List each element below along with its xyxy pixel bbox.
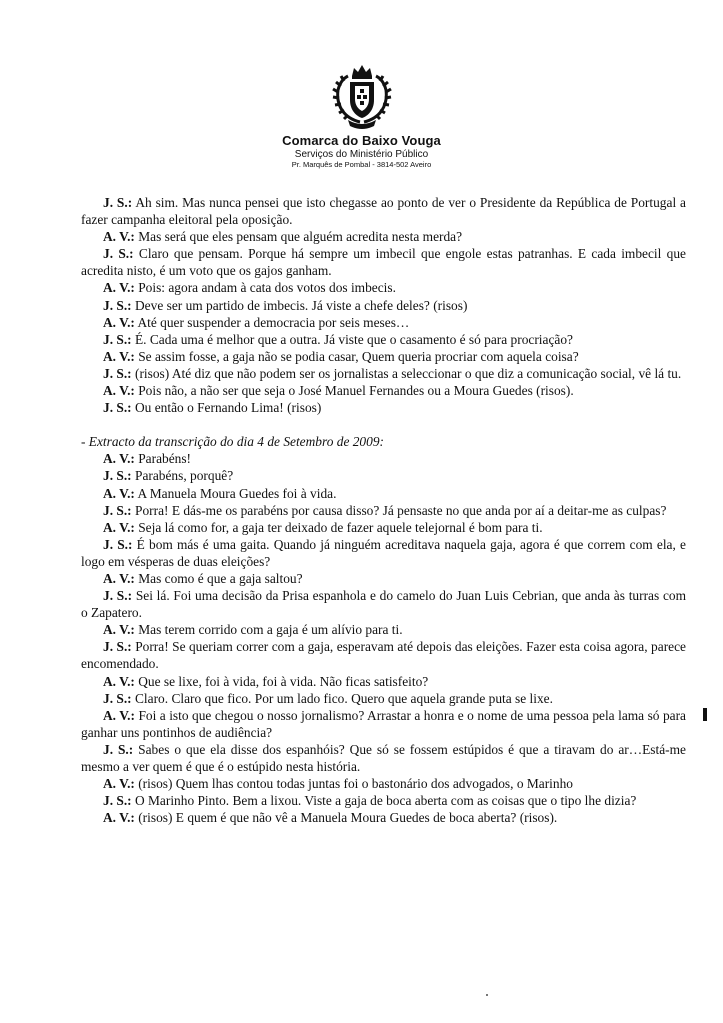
transcript-line [81, 382, 686, 399]
utterance-text: Porra! E dás-me os parabéns por causa disso? Já pensaste no que anda por aí a deitar-me as culpas? [131, 502, 667, 518]
transcript-line [81, 450, 686, 467]
utterance-text: Porra! Se queriam correr com a gaja, esperavam até depois das eleições. Fazer esta coisa agora, parece encomendado. [81, 639, 686, 672]
coat-of-arms-icon [330, 62, 394, 130]
transcript-line [81, 365, 686, 382]
utterance-text: Deve ser um partido de imbecis. Já viste a chefe deles? (risos) [131, 297, 468, 313]
transcript-block-a [81, 194, 686, 416]
transcript-line [81, 399, 686, 416]
utterance-text: Pois não, a não ser que seja o José Manuel Fernandes ou a Moura Guedes (risos). [134, 383, 574, 399]
speaker-label: A. V.: [103, 570, 135, 586]
speaker-label: J. S.: [103, 365, 132, 381]
utterance-text: Claro que pensam. Porque há sempre um imbecil que engole estas patranhas. E cada imbecil que acredita nisto, é um voto que os gajos ganham. [81, 246, 686, 279]
transcript-line [81, 467, 686, 484]
utterance-text: O Marinho Pinto. Bem a lixou. Viste a gaja de boca aberta com as coisas que o tipo lhe dizia? [131, 793, 637, 809]
transcript-line [81, 279, 686, 296]
transcript-line [81, 245, 686, 279]
utterance-text: Ah sim. Mas nunca pensei que isto chegasse ao ponto de ver o Presidente da República de Portugal a fazer campanha eleitoral pela oposição. [81, 195, 686, 228]
utterance-text: (risos) Quem lhas contou todas juntas foi o bastonário dos advogados, o Marinho [134, 776, 573, 792]
utterance-text: Se assim fosse, a gaja não se podia casar, Quem queria procriar com aquela coisa? [134, 348, 579, 364]
letterhead [0, 62, 723, 169]
margin-mark [703, 708, 707, 721]
speaker-label: J. S.: [103, 195, 133, 210]
transcript-line [81, 792, 686, 809]
transcript-line [81, 314, 686, 331]
speaker-label: J. S.: [103, 690, 132, 706]
transcript-line [81, 536, 686, 570]
transcript-line [81, 519, 686, 536]
transcript-line [81, 228, 686, 245]
utterance-text: Mas terem corrido com a gaja é um alívio para ti. [134, 622, 403, 638]
speaker-label: A. V.: [103, 314, 135, 330]
utterance-text: Seja lá como for, a gaja ter deixado de fazer aquele telejornal é bom para ti. [134, 519, 543, 535]
transcript-line [81, 587, 686, 621]
speaker-label: A. V.: [103, 707, 135, 723]
utterance-text: (risos) E quem é que não vê a Manuela Moura Guedes de boca aberta? (risos). [134, 810, 558, 826]
utterance-text: Parabéns! [134, 451, 192, 467]
speaker-label: J. S.: [103, 639, 132, 655]
section-heading: - Extracto da transcrição do dia 4 de Setembro de 2009: [81, 434, 384, 450]
speaker-label: A. V.: [103, 519, 135, 535]
transcript-line [81, 673, 686, 690]
transcript-line [81, 348, 686, 365]
transcript-line [81, 741, 686, 775]
speaker-label: J. S.: [103, 468, 132, 484]
utterance-text: Que se lixe, foi à vida, foi à vida. Não ficas satisfeito? [134, 673, 429, 689]
transcript-line [81, 485, 686, 502]
speaker-label: J. S.: [103, 246, 134, 262]
utterance-text: Parabéns, porquê? [131, 468, 234, 484]
utterance-text: Sei lá. Foi uma decisão da Prisa espanhola e do camelo do Juan Luis Cebrian, que anda às turras com o Zapatero. [81, 588, 687, 621]
speaker-label: J. S.: [103, 400, 132, 416]
speaker-label: A. V.: [103, 451, 135, 467]
utterance-text: Claro. Claro que fico. Por um lado fico. Quero que aquela grande puta se lixe. [131, 690, 553, 706]
speaker-label: A. V.: [103, 485, 135, 501]
utterance-text: Mas será que eles pensam que alguém acredita nesta merda? [134, 229, 463, 245]
transcript-line [81, 621, 686, 638]
speaker-label: A. V.: [103, 383, 135, 399]
transcript-line [81, 638, 686, 672]
scan-speck [486, 994, 488, 996]
utterance-text: (risos) Até diz que não podem ser os jornalistas a seleccionar o que diz a comunicação social, vê lá tu. [131, 365, 682, 381]
utterance-text: Pois: agora andam à cata dos votos dos imbecis. [134, 280, 396, 296]
speaker-label: J. S.: [103, 793, 132, 809]
utterance-text: É bom más é uma gaita. Quando já ninguém acreditava naquela gaja, agora é que correm com ela, e logo em vésperas de duas eleições? [81, 536, 686, 569]
speaker-label: A. V.: [103, 776, 135, 792]
transcript-line [81, 194, 686, 228]
transcript-line [81, 809, 686, 826]
organization-address: Pr. Marquês de Pombal - 3814-502 Aveiro [291, 160, 432, 169]
transcript-line [81, 707, 686, 741]
speaker-label: A. V.: [103, 673, 135, 689]
speaker-label: A. V.: [103, 810, 135, 826]
utterance-text: Mas como é que a gaja saltou? [134, 570, 303, 586]
speaker-label: J. S.: [103, 297, 132, 313]
transcript-block-b [81, 450, 686, 826]
transcript-line [81, 775, 686, 792]
organization-subtitle: Serviços do Ministério Público [294, 149, 429, 160]
transcript-line [81, 690, 686, 707]
transcript-line [81, 331, 686, 348]
organization-name: Comarca do Baixo Vouga [282, 133, 441, 148]
speaker-label: J. S.: [103, 588, 133, 604]
transcript-line [81, 502, 686, 519]
speaker-label: J. S.: [103, 502, 132, 518]
speaker-label: J. S.: [103, 741, 134, 757]
transcript-line [81, 570, 686, 587]
speaker-label: A. V.: [103, 622, 135, 638]
speaker-label: J. S.: [103, 536, 133, 552]
speaker-label: J. S.: [103, 331, 132, 347]
speaker-label: A. V.: [103, 348, 135, 364]
utterance-text: É. Cada uma é melhor que a outra. Já viste que o casamento é só para procriação? [131, 331, 573, 347]
utterance-text: Foi a isto que chegou o nosso jornalismo? Arrastar a honra e o nome de uma pessoa pela lama só para ganhar uns pontinhos de audiência? [81, 707, 686, 740]
utterance-text: Ou então o Fernando Lima! (risos) [131, 400, 322, 416]
utterance-text: A Manuela Moura Guedes foi à vida. [134, 485, 337, 501]
transcript-body [81, 194, 686, 826]
utterance-text: Sabes o que ela disse dos espanhóis? Que só se fossem estúpidos é que a tiravam do ar…Está-me mesmo a ver quem é que é o estúpido nesta história. [81, 741, 686, 774]
speaker-label: A. V.: [103, 280, 135, 296]
transcript-line [81, 297, 686, 314]
speaker-label: A. V.: [103, 229, 135, 245]
utterance-text: Até quer suspender a democracia por seis meses… [134, 314, 410, 330]
